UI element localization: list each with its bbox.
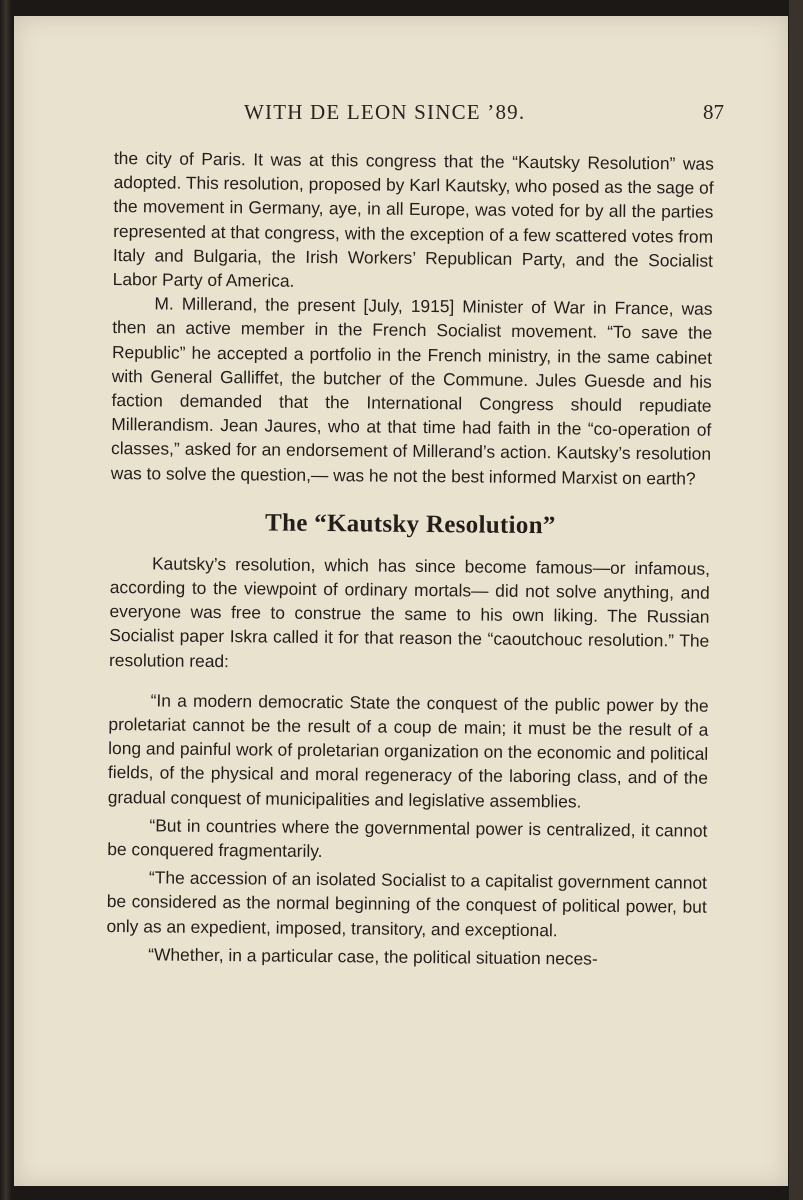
quote-paragraph-2: “But in countries where the governmental power is centralized, it cannot be conquered fragmentarily.: [107, 815, 708, 862]
running-head: [104, 100, 724, 130]
body-text: [106, 146, 714, 976]
paragraph-millerand: M. Millerand, the present [July, 1915] Minister of War in France, was then an active member in the French Socialist movement. “To save the Republic” he accepted a portfolio in the French ministry, in the same cabinet with General Galliffet, the butcher of the Commune. Jules Guesde and his faction demanded that the International Congress should repudiate Millerandism. Jean Jaures, who at that time had faith in the “co-operation of classes,” asked for an endorsement of Millerand’s action. Kautsky’s resolution was to solve the question,— was he not the best informed Marxist on earth?: [110, 293, 713, 489]
book-page: [14, 16, 788, 1186]
running-head-title: WITH DE LEON SINCE ’89.: [244, 100, 526, 124]
paragraph-resolution-intro: Kautsky’s resolution, which has since become famous—or infamous, according to the viewpoint of ordinary mortals— did not solve anything, and everyone was free to construe the same to his own liking. The Russian Socialist paper Iskra called it for that reason the “caoutchouc resolution.” The resolution read:: [108, 553, 711, 671]
paragraph-continuation: the city of Paris. It was at this congress that the “Kautsky Resolution” was adopted. This resolution, proposed by Karl Kautsky, who posed as the sage of the movement in Germany, aye, in all Europe, was voted for by all the parties represented at that congress, with the exception of a few scattered votes from Italy and Bulgaria, the Irish Workers’ Republican Party, and the Socialist Labor Party of America.: [112, 147, 714, 291]
quote-paragraph-3: “The accession of an isolated Socialist to a capitalist government cannot be considered as the normal beginning of the conquest of political power, but only as an expedient, imposed, transitory, and exceptional.: [106, 867, 708, 940]
page-number: 87: [703, 100, 724, 124]
quote-paragraph-4: “Whether, in a particular case, the political situation neces-: [148, 944, 598, 969]
quote-paragraph-1: “In a modern democratic State the conquest of the public power by the proletariat cannot be the result of a coup de main; it must be the result of a long and painful work of proletarian organization on the economic and political fields, of the physical and moral regeneracy of the laboring class, and of the gradual conquest of municipalities and legislative assemblies.: [107, 690, 709, 812]
right-edge: [789, 0, 803, 1200]
section-heading: The “Kautsky Resolution”: [264, 509, 556, 540]
